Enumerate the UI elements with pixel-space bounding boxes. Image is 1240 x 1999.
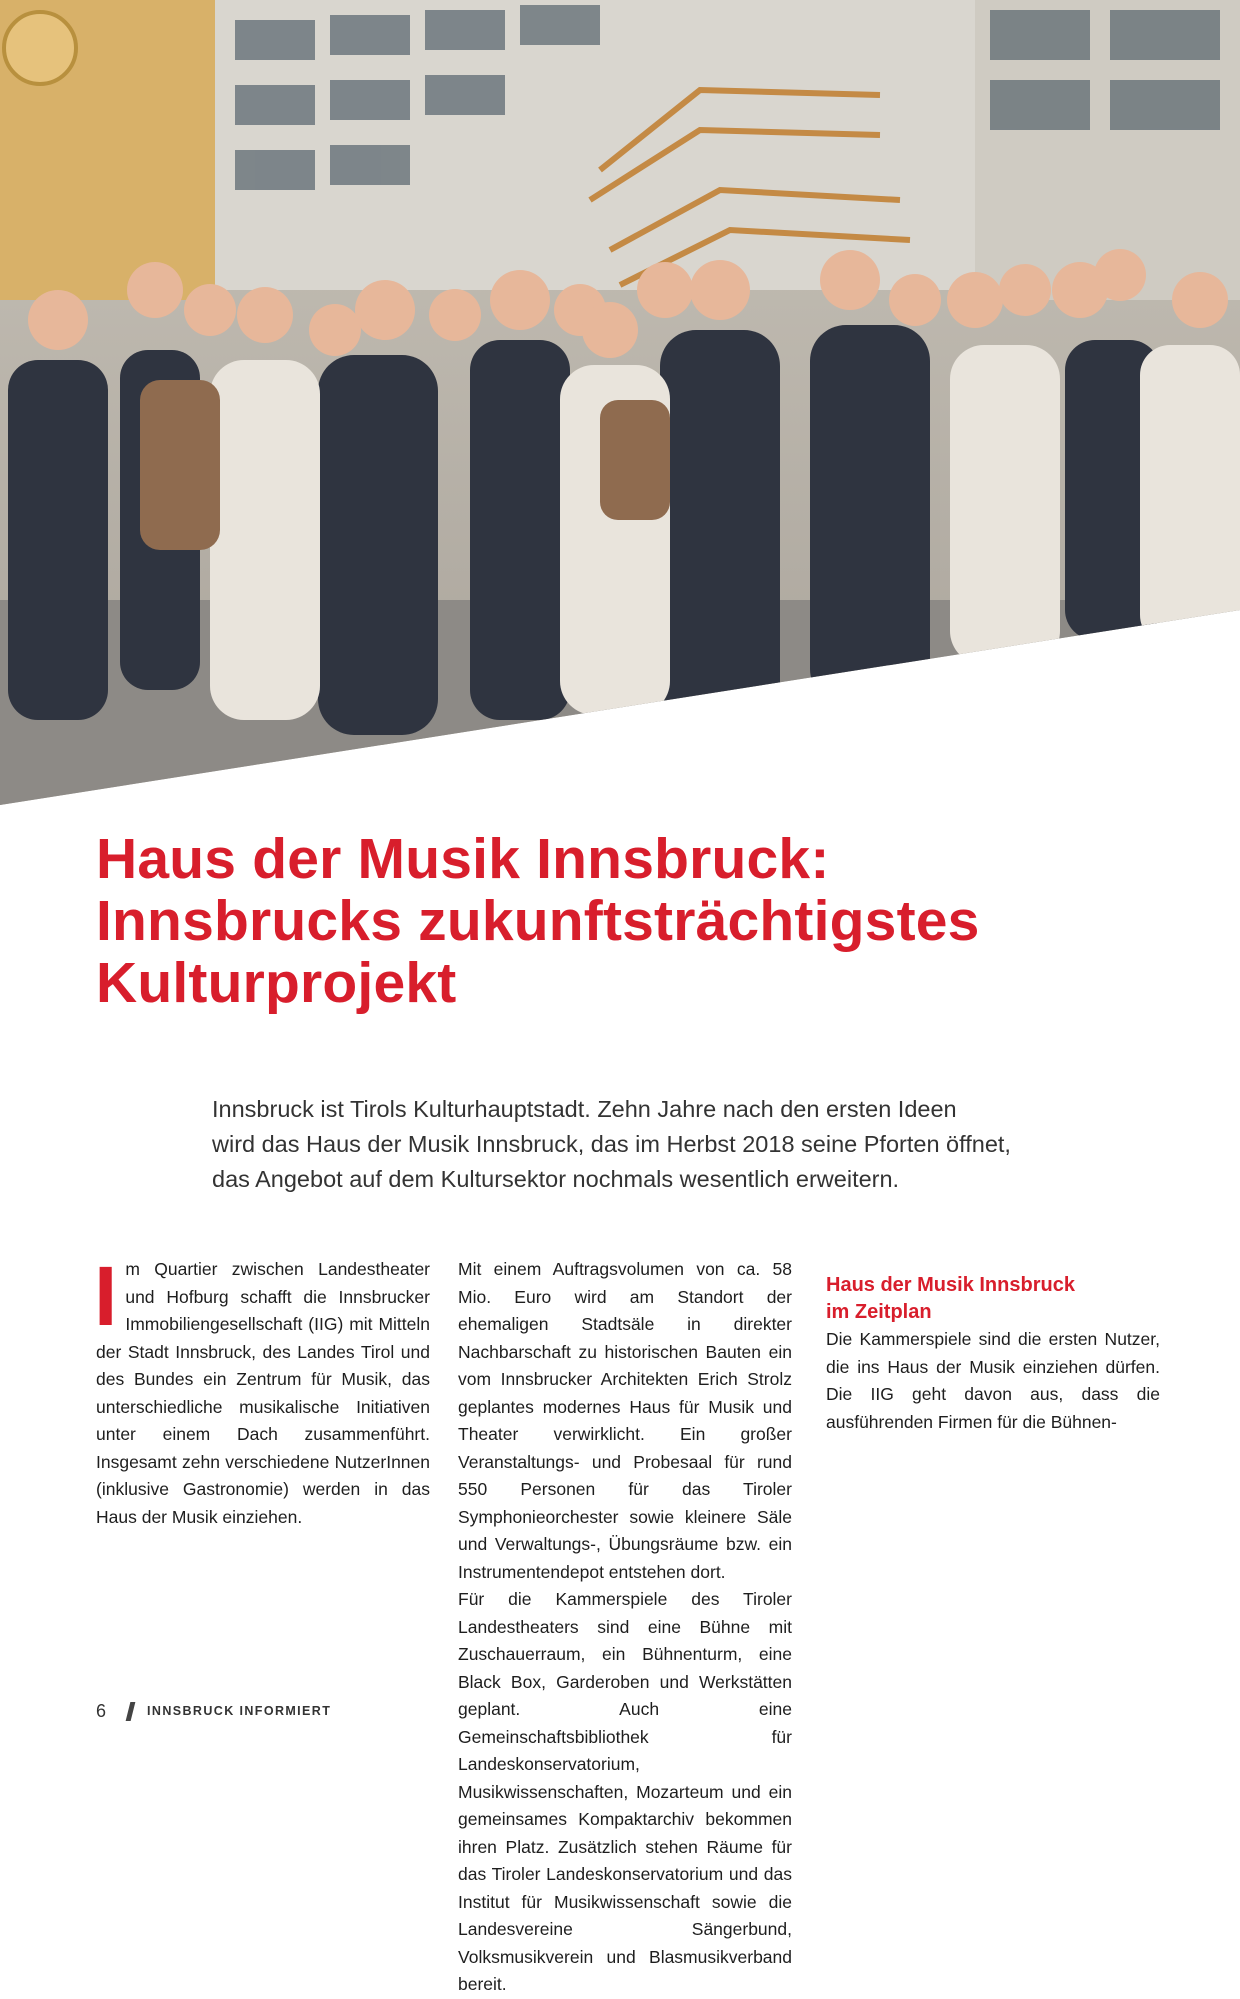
subheading-line-2: im Zeitplan xyxy=(826,1301,932,1323)
body-column-3 xyxy=(826,1256,1160,1436)
body-column-2 xyxy=(458,1256,792,1999)
headline-line-3: Kulturprojekt xyxy=(96,951,457,1015)
lead-line-2: wird das Haus der Musik Innsbruck, das im Herbst 2018 seine Pforten öffnet, xyxy=(212,1131,1011,1157)
headline-line-2: Innsbrucks zukunftsträchtigstes xyxy=(96,889,980,953)
headline-line-1: Haus der Musik Innsbruck: xyxy=(96,827,830,891)
body-paragraph-1: m Quartier zwischen Landestheater und Hofburg schafft die Innsbrucker Immobiliengesellschaft (IIG) mit Mitteln der Stadt Innsbruck, des Landes Tirol und des Bundes ein Zentrum für Musik, das unterschiedliche musikalische Initiativen unter einem Dach zusammenführt. Insgesamt zehn verschiedene NutzerInnen (inklusive Gastronomie) werden in das Haus der Musik einziehen. xyxy=(96,1259,430,1527)
subheading-line-1: Haus der Musik Innsbruck xyxy=(826,1274,1075,1296)
article-headline xyxy=(96,828,1196,1014)
lead-line-1: Innsbruck ist Tirols Kulturhauptstadt. Zehn Jahre nach den ersten Ideen xyxy=(212,1096,957,1122)
page-number: 6 xyxy=(96,1700,107,1721)
body-paragraph-3: Für die Kammerspiele des Tiroler Landestheaters sind eine Bühne mit Zuschauerraum, ein Bühnenturm, eine Black Box, Garderoben und Werkstätten geplant. Auch eine Gemeinschaftsbibliothek für Landeskonservatorium, Musikwissenschaften, Mozarteum und ein gemeinsames Kompaktarchiv bekommen ihren Platz. Zusätzlich stehen Räume für das Tiroler Landeskonservatorium und das Institut für Musikwissenschaft sowie die Landesvereine Sängerbund, Volksmusikverein und Blasmusikverband bereit. xyxy=(458,1589,792,1994)
article-lead xyxy=(212,1092,1112,1197)
section-subheading xyxy=(826,1272,1160,1326)
drop-cap: I xyxy=(94,1249,118,1343)
group-photo xyxy=(0,0,1240,805)
slash-divider-icon xyxy=(126,1702,136,1721)
body-paragraph-4: Die Kammerspiele sind die ersten Nutzer, die ins Haus der Musik einziehen dürfen. Die IIG geht davon aus, dass die ausführenden Firmen für die Bühnen- xyxy=(826,1329,1160,1432)
body-column-1 xyxy=(94,1249,430,1531)
publication-name: INNSBRUCK INFORMIERT xyxy=(147,1704,332,1718)
lead-line-3: das Angebot auf dem Kultursektor nochmals wesentlich erweitern. xyxy=(212,1166,900,1192)
page-footer xyxy=(96,1696,331,1726)
body-paragraph-2: Mit einem Auftragsvolumen von ca. 58 Mio. Euro wird am Standort der ehemaligen Stadtsäle in direkter Nachbarschaft zu historischen Bauten ein vom Innsbrucker Architekten Erich Strolz geplantes modernes Haus für Musik und Theater verwirklicht. Ein großer Veranstaltungs- und Probesaal für rund 550 Personen für das Tiroler Symphonieorchester sowie kleinere Säle und Verwaltungs-, Übungsräume bzw. ein Instrumentendepot entstehen dort. xyxy=(458,1259,792,1582)
